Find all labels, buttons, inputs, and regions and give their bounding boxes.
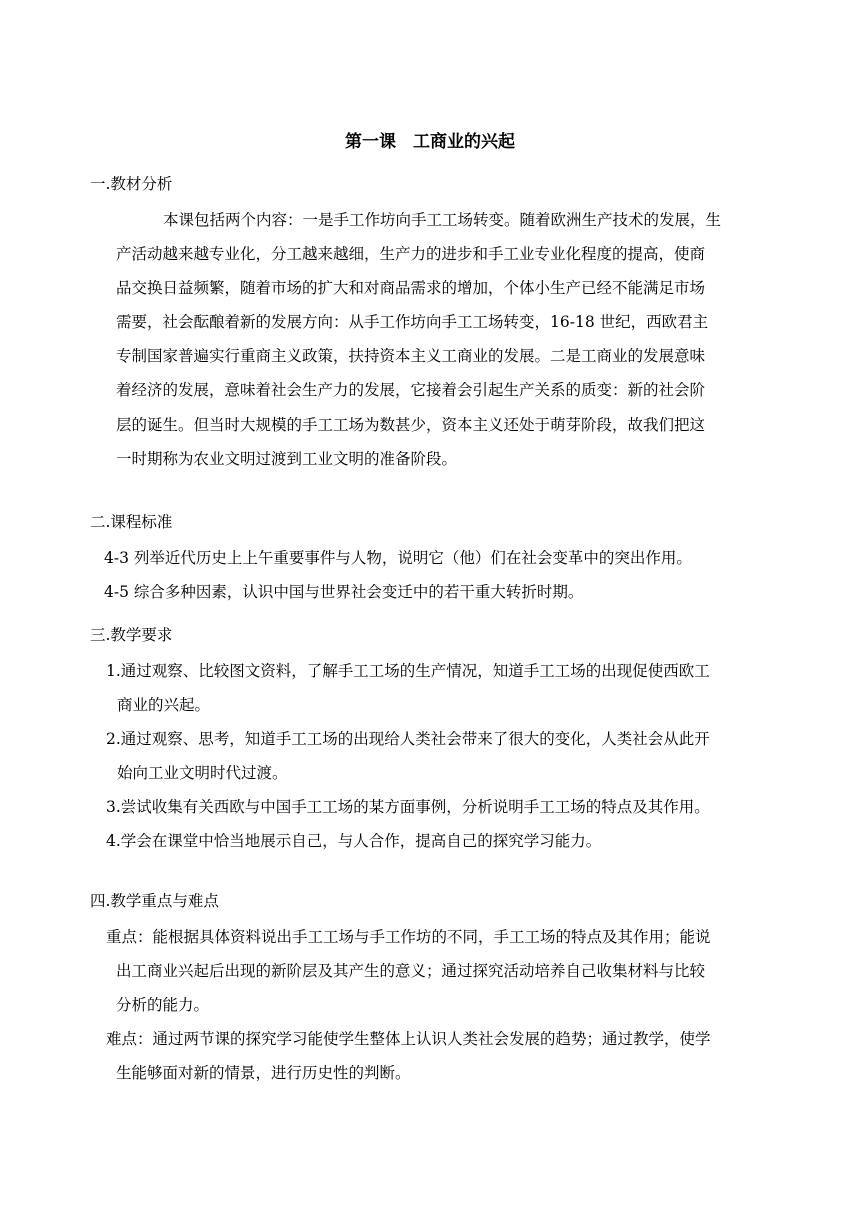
- paragraph-line: 分析的能力。: [116, 996, 210, 1015]
- list-item: 1.通过观察、比较图文资料，了解手工工场的生产情况，知道手工工场的出现促使西欧工: [106, 662, 710, 680]
- list-item-continuation: 始向工业文明时代过渡。: [117, 764, 288, 783]
- list-item: 4-3 列举近代历史上上午重要事件与人物，说明它（他）们在社会变革中的突出作用。: [104, 549, 692, 567]
- textbook-analysis-paragraph: [116, 203, 721, 476]
- paragraph-line: 需要，社会酝酿着新的发展方向：从手工作坊向手工工场转变，16-18 世纪，西欧君主: [116, 313, 709, 332]
- section-heading-textbook-analysis: 一.教材分析: [90, 175, 173, 193]
- paragraph-line: 重点：能根据具体资料说出手工工场与手工作坊的不同，手工工场的特点及其作用；能说: [106, 928, 711, 946]
- section-heading-curriculum-standard: 二.课程标准: [90, 513, 173, 531]
- list-item: 4.学会在课堂中恰当地展示自己，与人合作，提高自己的探究学习能力。: [106, 832, 602, 851]
- key-points-paragraph: [106, 920, 711, 1022]
- list-item: 2.通过观察、思考，知道手工工场的出现给人类社会带来了很大的变化，人类社会从此开: [106, 730, 710, 749]
- paragraph-line: 出工商业兴起后出现的新阶层及其产生的意义；通过探究活动培养自己收集材料与比较: [116, 962, 706, 981]
- curriculum-standard-list: [104, 541, 692, 609]
- section-heading-teaching-requirements: 三.教学要求: [90, 626, 173, 644]
- teaching-requirements-list: [106, 654, 710, 859]
- paragraph-line: 生能够面对新的情景，进行历史性的判断。: [116, 1064, 411, 1083]
- list-item: 4-5 综合多种因素，认识中国与世界社会变迁中的若干重大转折时期。: [104, 583, 584, 602]
- paragraph-line: 难点：通过两节课的探究学习能使学生整体上认识人类社会发展的趋势；通过教学，使学: [106, 1030, 711, 1048]
- page-title: 第一课 工商业的兴起: [345, 132, 515, 152]
- paragraph-line: 产活动越来越专业化，分工越来越细，生产力的进步和手工业专业化程度的提高，使商: [116, 245, 706, 264]
- list-item-continuation: 商业的兴起。: [117, 696, 211, 715]
- paragraph-line: 品交换日益频繁，随着市场的扩大和对商品需求的增加，个体小生产已经不能满足市场: [116, 279, 706, 298]
- list-item: 3.尝试收集有关西欧与中国手工工场的某方面事例，分析说明手工工场的特点及其作用。: [106, 798, 710, 817]
- paragraph-line: 一时期称为农业文明过渡到工业文明的准备阶段。: [116, 449, 458, 468]
- paragraph-line: 着经济的发展，意味着社会生产力的发展，它接着会引起生产关系的质变：新的社会阶: [116, 381, 706, 400]
- section-heading-key-and-difficult-points: 四.教学重点与难点: [90, 892, 219, 910]
- paragraph-line: 本课包括两个内容：一是手工作坊向手工工场转变。随着欧洲生产技术的发展，生: [163, 211, 722, 229]
- difficult-points-paragraph: [106, 1022, 711, 1090]
- paragraph-line: 层的诞生。但当时大规模的手工工场为数甚少，资本主义还处于萌芽阶段，故我们把这: [116, 415, 706, 434]
- paragraph-line: 专制国家普遍实行重商主义政策，扶持资本主义工商业的发展。二是工商业的发展意味: [116, 347, 706, 366]
